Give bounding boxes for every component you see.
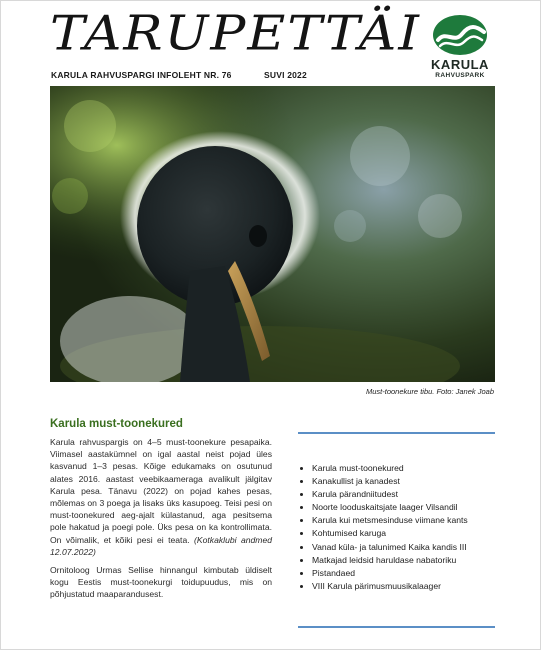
article-paragraph-1-text: Karula rahvuspargis on 4–5 must-toonekure pesapaika. Viimasel aastakümnel on igal aastal neist pojad üles kasvanud 1–3 pesas. Kõige edukamaks on osutunud alates 2016. aastast veebikaameraga avalikult jälgitav Karula pesa. Tänavu (2022) on pojad kahes pesas, mõlemas on 3 poega ja lisaks üks kasupoeg. Teisi pesi on must-toonekured aeg-ajalt külastanud, aga pesitsema pole hakatud ja poegi pole. Üks pesa on ka kontrollimata. On võimalik, et kõiki pesi ei teata. [50, 437, 272, 545]
karula-logo [418, 14, 502, 80]
article-title: Karula must-toonekured [50, 418, 183, 430]
toc-item: • Kanakullist ja kanadest [312, 475, 512, 488]
article-paragraph-1 [50, 436, 272, 558]
article-body [50, 436, 272, 607]
toc-top-rule [298, 432, 495, 434]
article-paragraph-2: Ornitoloog Urmas Sellise hinnangul kimbutab üldiselt kogu Eestis must-toonekurgi toidupuudus, mis on põhjustatud maaparandusest. [50, 565, 272, 600]
toc-item: • Karula kui metsmesinduse viimane kants [312, 514, 512, 527]
logo-name: KARULA [431, 57, 489, 72]
toc-bottom-rule [298, 626, 495, 628]
season-label: SUVI 2022 [264, 70, 307, 80]
article-citation: (Kotkaklubi andmed 12.07.2022) [50, 534, 272, 557]
issue-line: KARULA RAHVUSPARGI INFOLEHT NR. 76 [51, 70, 232, 80]
logo-subtitle: RAHVUSPARK [435, 72, 485, 79]
table-of-contents [300, 462, 512, 593]
stork-chick-image [50, 86, 495, 382]
newsletter-masthead: TARUPETTÄI [50, 6, 421, 62]
toc-item: • Karula must-toonekured [312, 462, 512, 475]
toc-item: • Matkajad leidsid haruldase nabatoriku [312, 554, 512, 567]
stork-chick-photo [50, 86, 495, 382]
photo-caption: Must-toonekure tibu. Foto: Janek Joab [366, 387, 494, 396]
karula-park-logo-icon [432, 14, 488, 56]
toc-item: • Kohtumised karuga [312, 527, 512, 540]
toc-item: • Noorte looduskaitsjate laager Vilsandil [312, 501, 512, 514]
toc-item: • VIII Karula pärimusmuusikalaager [312, 580, 512, 593]
toc-item: • Vanad küla- ja talunimed Kaika kandis III [312, 541, 512, 554]
toc-item: • Karula pärandniitudest [312, 488, 512, 501]
toc-item: • Pistandaed [312, 567, 512, 580]
